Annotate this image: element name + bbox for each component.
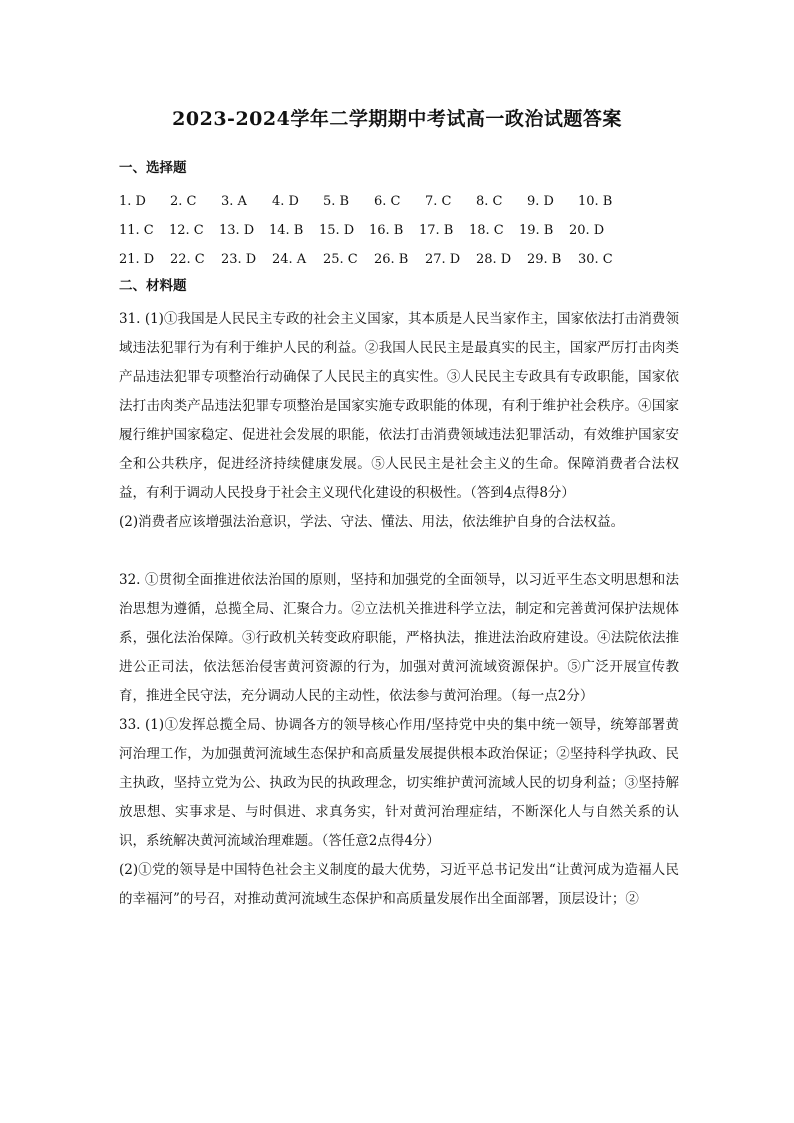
mc-answer-row bbox=[119, 187, 679, 216]
mc-answer: 22. C bbox=[170, 252, 205, 267]
mc-answer: 23. D bbox=[221, 252, 257, 267]
mc-answer: 26. B bbox=[374, 252, 409, 267]
page-title: 2023-2024学年二学期期中考试高一政治试题答案 bbox=[172, 108, 622, 130]
mc-answer-row bbox=[119, 245, 679, 274]
mc-answer: 5. B bbox=[323, 194, 350, 209]
mc-answer: 24. A bbox=[272, 252, 307, 267]
mc-answer: 12. C bbox=[169, 223, 204, 238]
answer-content bbox=[119, 158, 679, 914]
answer-33-part-2: (2)①党的领导是中国特色社会主义制度的最大优势，习近平总书记发出“让黄河成为造福人民的幸福河”的号召，对推动黄河流域生态保护和高质量发展作出全面部署，顶层设计；② bbox=[119, 862, 679, 907]
mc-answer: 9. D bbox=[527, 194, 554, 209]
mc-answer: 17. B bbox=[419, 223, 454, 238]
mc-answer: 27. D bbox=[425, 252, 461, 267]
mc-answer: 11. C bbox=[119, 223, 154, 238]
mc-answer: 21. D bbox=[119, 252, 155, 267]
mc-answer: 8. C bbox=[476, 194, 503, 209]
mc-answer: 14. B bbox=[269, 223, 304, 238]
mc-answer: 10. B bbox=[578, 194, 613, 209]
mc-answer: 2. C bbox=[170, 194, 197, 209]
mc-answer: 18. C bbox=[469, 223, 504, 238]
mc-answer: 1. D bbox=[119, 194, 146, 209]
mc-answer: 20. D bbox=[569, 223, 605, 238]
section-heading-material: 二、材料题 bbox=[119, 278, 187, 294]
answer-33-part-1: 33. (1)①发挥总揽全局、协调各方的领导核心作用/坚持党中央的集中统一领导，统筹部署黄河治理工作，为加强黄河流域生态保护和高质量发展提供根本政治保证；②坚持科学执政、民主执政，坚持立党为公、执政为民的执政理念，切实维护黄河流域人民的切身利益；③坚持解放思想、实事求是、与时俱进、求真务实，针对黄河治理症结，不断深化人与自然关系的认识，系统解决黄河流域治理难题。（答任意2点得4分） bbox=[119, 717, 679, 849]
section-heading-multiple-choice: 一、选择题 bbox=[119, 160, 187, 176]
mc-answer: 19. B bbox=[519, 223, 554, 238]
answer-32: 32. ①贯彻全面推进依法治国的原则，坚持和加强党的全面领导，以习近平生态文明思想和法治思想为遵循，总揽全局、汇聚合力。②立法机关推进科学立法，制定和完善黄河保护法规体系，强化法治保障。③行政机关转变政府职能，严格执法，推进法治政府建设。④法院依法推进公正司法，依法惩治侵害黄河资源的行为，加强对黄河流域资源保护。⑤广泛开展宣传教育，推进全民守法，充分调动人民的主动性，依法参与黄河治理。（每一点2分） bbox=[119, 572, 679, 704]
answer-31-part-2: (2)消费者应该增强法治意识，学法、守法、懂法、用法，依法维护自身的合法权益。 bbox=[119, 514, 625, 530]
mc-answer: 3. A bbox=[221, 194, 247, 209]
mc-answer: 30. C bbox=[578, 252, 613, 267]
mc-answer: 7. C bbox=[425, 194, 452, 209]
mc-answer: 25. C bbox=[323, 252, 358, 267]
mc-answer-row bbox=[119, 216, 679, 245]
mc-answer: 28. D bbox=[476, 252, 512, 267]
mc-answer: 16. B bbox=[369, 223, 404, 238]
spacer bbox=[119, 537, 679, 566]
mc-answer: 15. D bbox=[319, 223, 355, 238]
mc-answer: 4. D bbox=[272, 194, 299, 209]
mc-answer: 6. C bbox=[374, 194, 401, 209]
mc-answer: 13. D bbox=[219, 223, 255, 238]
mc-answer: 29. B bbox=[527, 252, 562, 267]
answer-31-part-1: 31. (1)①我国是人民民主专政的社会主义国家，其本质是人民当家作主，国家依法打击消费领域违法犯罪行为有利于维护人民的利益。②我国人民民主是最真实的民主，国家严厉打击肉类产品违法犯罪专项整治行动确保了人民民主的真实性。③人民民主专政具有专政职能，国家依法打击肉类产品违法犯罪专项整治是国家实施专政职能的体现，有利于维护社会秩序。④国家履行维护国家稳定、促进社会发展的职能，依法打击消费领域违法犯罪活动，有效维护国家安全和公共秩序，促进经济持续健康发展。⑤人民民主是社会主义的生命。保障消费者合法权益，有利于调动人民投身于社会主义现代化建设的积极性。（答到4点得8分） bbox=[119, 311, 679, 501]
